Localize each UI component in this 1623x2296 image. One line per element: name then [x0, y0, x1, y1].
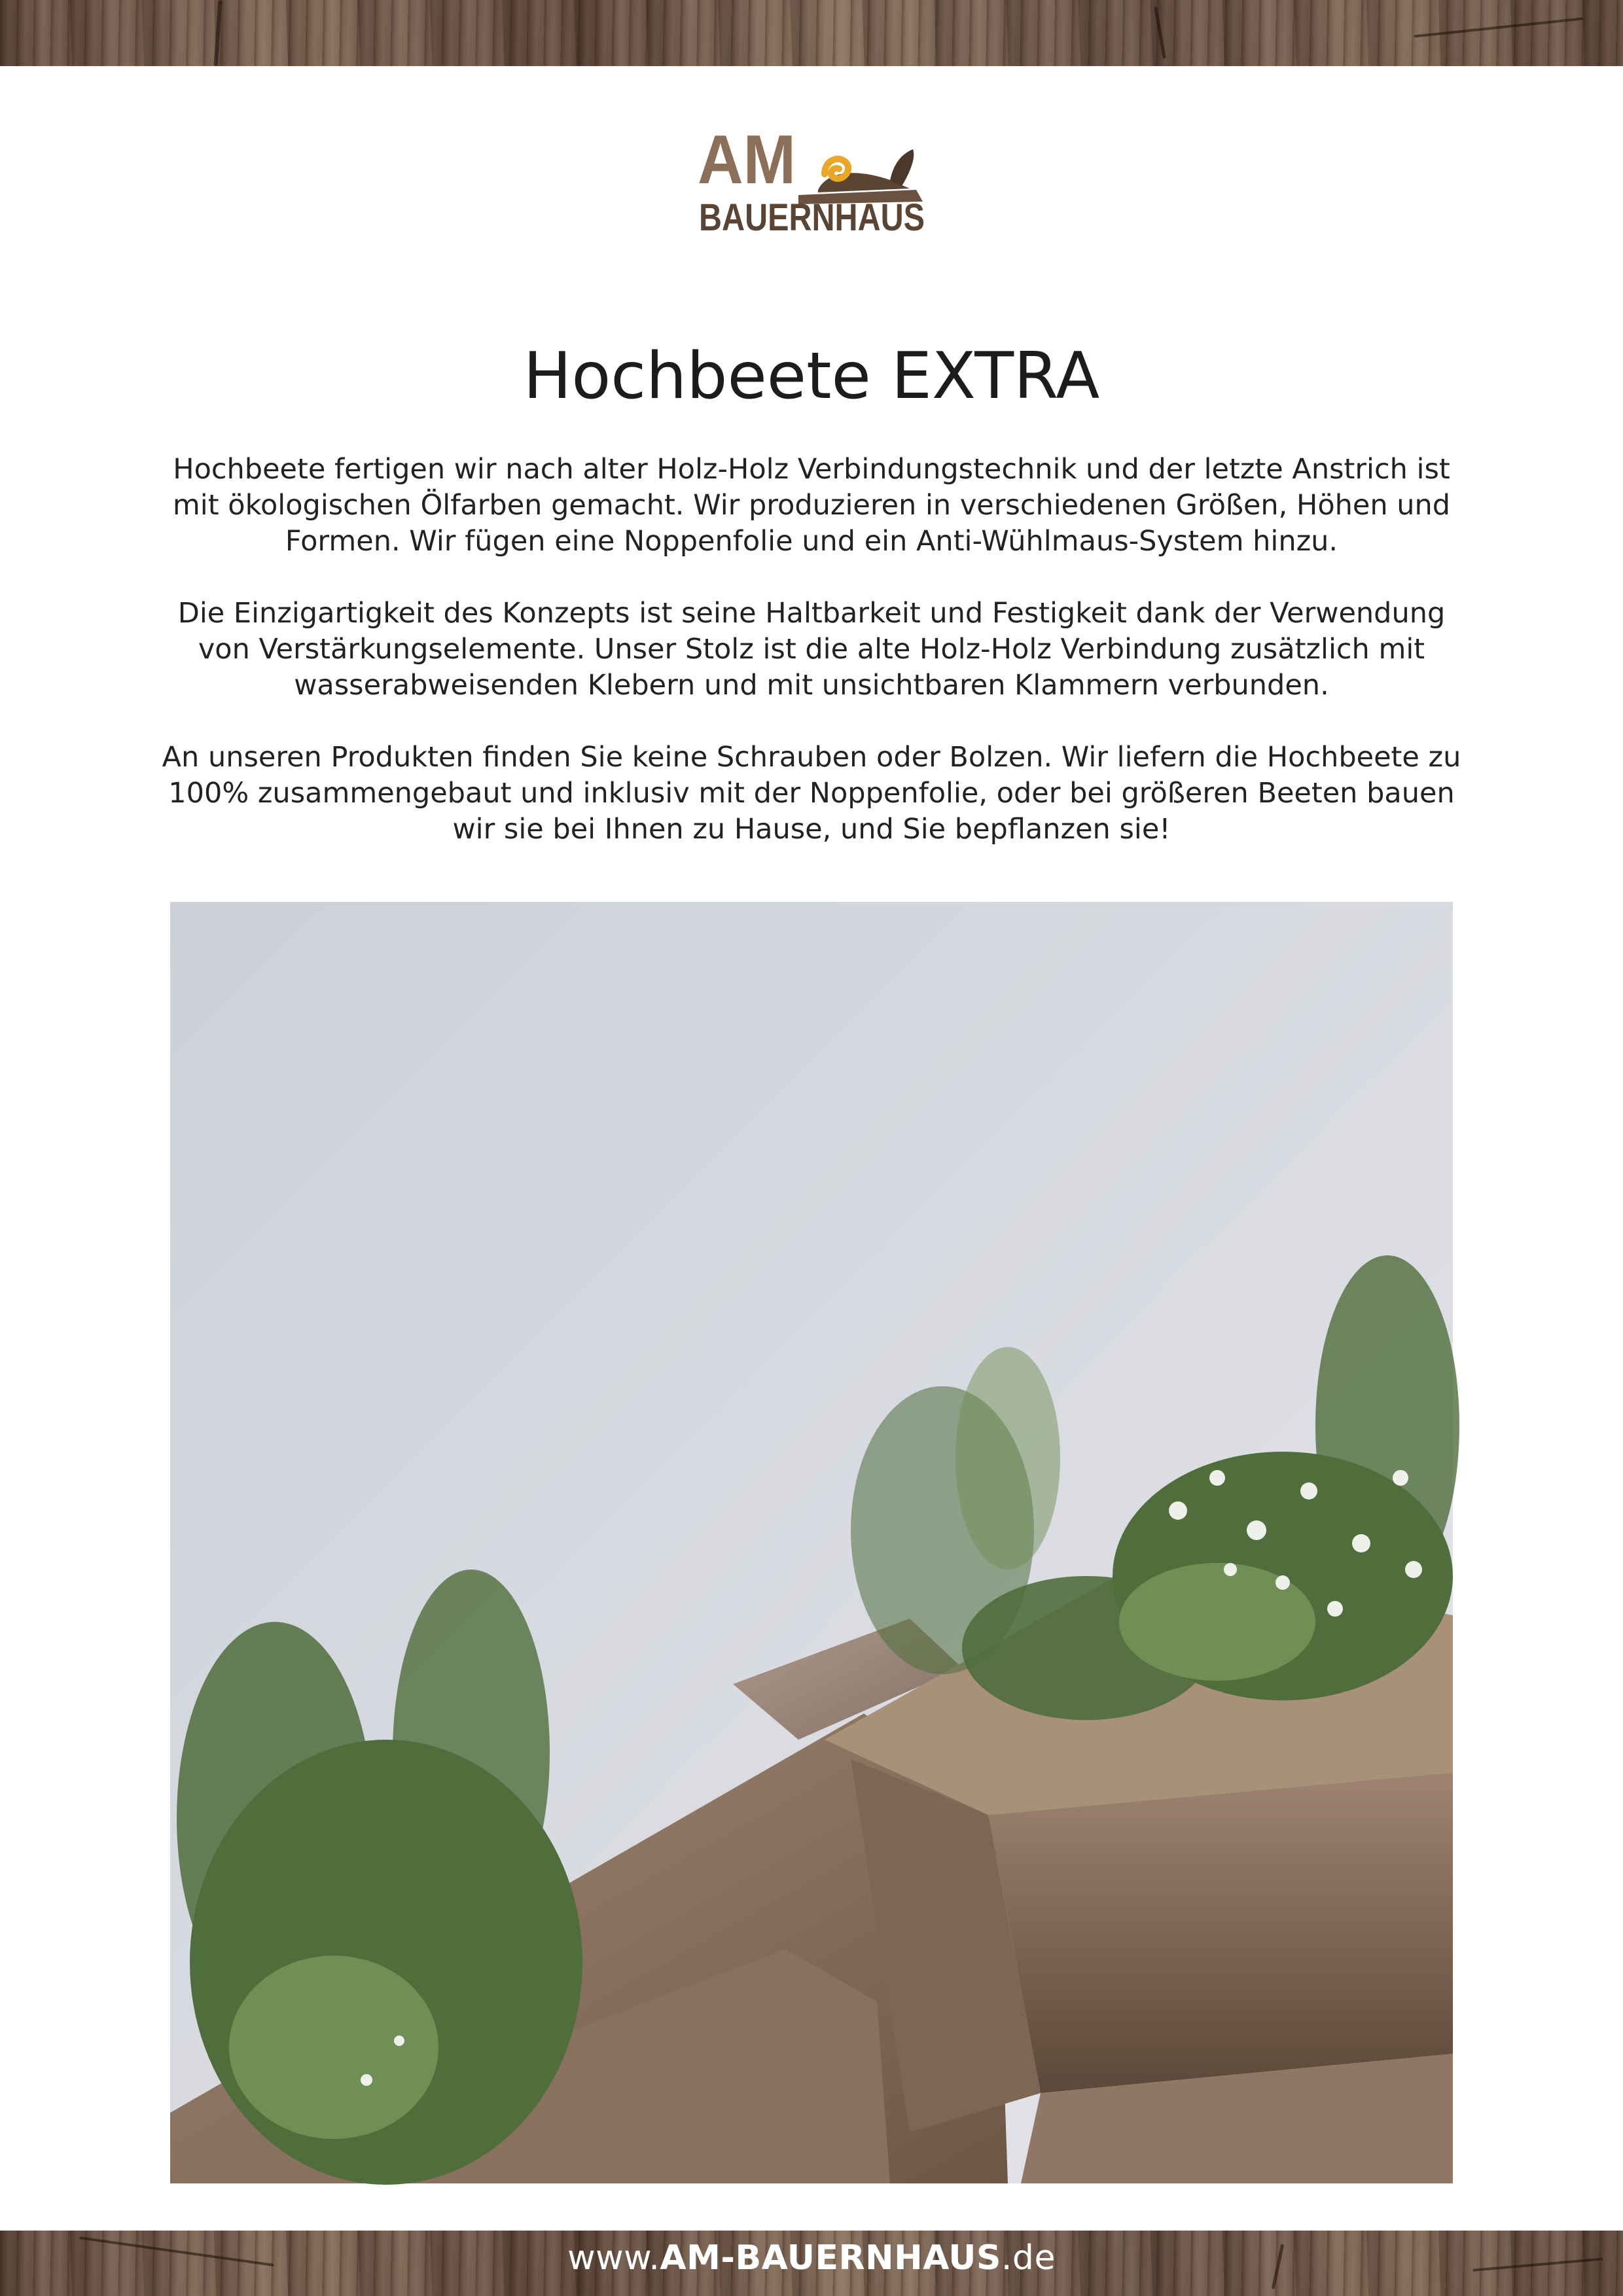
intro-paragraph: Hochbeete fertigen wir nach alter Holz-Holz Verbindungstechnik und der letzte Anstrich ist mit ökologischen Ölfarben gemacht. Wir produzieren in verschiedenen Größen, Höhen und Formen. Wir fügen eine Noppenfolie und ein Anti-Wühlmaus-System hinzu.: [172, 453, 1451, 558]
footer-url-brand: AM-BAUERNHAUS: [660, 2238, 1001, 2278]
logo-bauernhaus-text: BAUERNHAUS: [699, 196, 925, 239]
top-wood-banner: [0, 0, 1623, 66]
footer-url-prefix: www.: [567, 2238, 660, 2278]
footer-url-suffix: .de: [1001, 2238, 1056, 2278]
logo-am-text: AM: [698, 121, 796, 198]
footer-website-link[interactable]: [0, 2238, 1623, 2278]
concept-paragraph: Die Einzigartigkeit des Konzepts ist seine Haltbarkeit und Festigkeit dank der Verwendung von Verstärkungselemente. Unser Stolz ist die alte Holz-Holz Verbindung zusätzlich mit wasserabweisenden Klebern und mit unsichtbaren Klammern verbunden.: [177, 597, 1446, 702]
page-title: Hochbeete EXTRA: [523, 339, 1100, 414]
raised-bed-photo: [170, 902, 1453, 2183]
brand-logo: [694, 118, 929, 242]
delivery-paragraph: An unseren Produkten finden Sie keine Schrauben oder Bolzen. Wir liefern die Hochbeete zu 100% zusammengebaut und inklusiv mit der Noppenfolie, oder bei größeren Beeten bauen wir sie bei Ihnen zu Hause, und Sie bepflanzen sie!: [162, 741, 1461, 846]
